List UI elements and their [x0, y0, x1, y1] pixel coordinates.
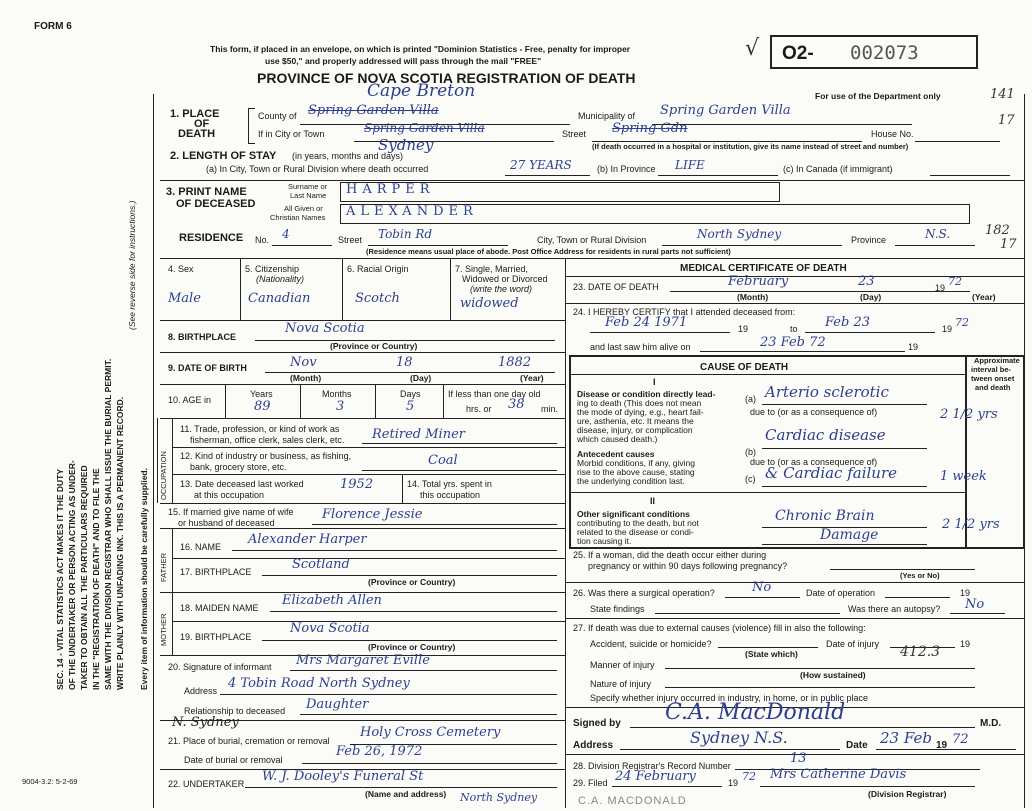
- attended-to-year: 72: [955, 316, 969, 329]
- days-label: Days: [400, 389, 421, 399]
- street-label: Street: [562, 129, 587, 139]
- father-name-value: Alexander Harper: [248, 532, 367, 547]
- check-mark-icon: √: [745, 36, 760, 61]
- cell-divider: [172, 528, 173, 592]
- burial-place-value: Holy Cross Cemetery: [360, 725, 501, 740]
- line: [245, 787, 557, 788]
- form-label: FORM 6: [34, 21, 72, 32]
- informant-relationship-label: Relationship to deceased: [184, 706, 286, 716]
- interval-label-3: tween onset: [971, 374, 1015, 383]
- classification-code: 412.3: [900, 644, 941, 660]
- occupation-side-label: OCCUPATION: [159, 451, 168, 500]
- years-occ-label-1: 14. Total yrs. spent in: [407, 479, 492, 489]
- cell-divider: [402, 474, 403, 503]
- last-seen-label: and last saw him alive on: [590, 342, 691, 352]
- side-write: WRITE PLAINLY WITH UNFADING INK. THIS IS A PERMANENT RECORD.: [115, 396, 125, 690]
- side-reverse: (See reverse side for instructions.): [127, 200, 137, 330]
- medical-header: MEDICAL CERTIFICATE OF DEATH: [680, 263, 847, 274]
- accident-label: Accident, suicide or homicide?: [590, 639, 712, 649]
- name-label-1: 3. PRINT NAME: [166, 186, 247, 198]
- line: [670, 291, 970, 292]
- given-label-2: Christian Names: [270, 213, 326, 222]
- nature-label: Nature of injury: [590, 679, 652, 689]
- spouse-value: Florence Jessie: [322, 507, 423, 522]
- side-every: Every item of information should be carefully supplied.: [139, 468, 149, 690]
- dob-day: 18: [396, 355, 413, 370]
- father-side-label: FATHER: [159, 552, 168, 582]
- informant-address-value: 4 Tobin Road North Sydney: [228, 676, 410, 691]
- city-value: Sydney: [378, 136, 434, 154]
- women-yes-no: (Yes or No): [900, 571, 940, 580]
- marital-label-3: (write the word): [470, 284, 533, 294]
- antecedent-1: Antecedent causes: [577, 449, 655, 459]
- lastwork-label-1: 13. Date deceased last worked: [180, 479, 304, 489]
- years-label: Years: [250, 389, 273, 399]
- municipality-value: Spring Garden Villa: [660, 103, 791, 118]
- line: [620, 749, 840, 750]
- burial-place-overwrite: N. Sydney: [172, 715, 239, 730]
- due-to-1: due to (or as a consequence of): [750, 407, 878, 417]
- stay-province-value: LIFE: [675, 158, 705, 172]
- marital-value: widowed: [460, 296, 519, 311]
- place-label-2: OF: [194, 118, 210, 130]
- stay-sub: (in years, months and days): [292, 151, 404, 161]
- injury-year-prefix: 19: [960, 639, 971, 649]
- cell-divider: [342, 258, 343, 320]
- months-value: 3: [336, 399, 345, 414]
- women-label-1: 25. If a woman, did the death occur either during: [573, 550, 767, 560]
- cause-b-value: Cardiac disease: [765, 426, 886, 444]
- name-label-2: OF DECEASED: [176, 198, 256, 210]
- cause-b-label: (b): [745, 447, 756, 457]
- antecedent-2: Morbid conditions, if any, giving: [577, 458, 695, 468]
- informant-relationship-value: Daughter: [306, 697, 369, 712]
- line: [172, 558, 565, 559]
- line: [232, 550, 557, 551]
- line: [762, 486, 927, 487]
- residence-city-line: [662, 245, 842, 246]
- date-of-death-month: February: [728, 274, 789, 289]
- immediate-6: which caused death.): [577, 434, 658, 444]
- side-sec-2: OF THE UNDERTAKER OR PERSON ACTING AS UNDER-: [67, 460, 77, 690]
- residence-margin-a: 182: [985, 223, 1010, 238]
- divider: [160, 528, 565, 529]
- other-value-2: Damage: [820, 527, 879, 543]
- undertaker-value: W. J. Dooley's Funeral St: [262, 769, 424, 784]
- signed-date-value: 23 Feb: [880, 729, 932, 747]
- line: [665, 687, 975, 688]
- residence-no-line: [272, 245, 332, 246]
- other-3: related to the disease or condi-: [577, 527, 694, 537]
- external-label: 27. If death was due to external causes (violence) fill in also the following:: [573, 623, 866, 633]
- line: [762, 448, 927, 449]
- other-1: Other significant conditions: [577, 509, 690, 519]
- immediate-4: ure, asthenia, etc. It means the: [577, 416, 694, 426]
- mother-birthplace-label: 19. BIRTHPLACE: [180, 632, 252, 642]
- registrar-signature: Mrs Catherine Davis: [770, 767, 907, 782]
- given-value: ALEXANDER: [346, 204, 478, 219]
- state-which-label: (State which): [745, 649, 798, 659]
- birthplace-sub: (Province or Country): [330, 341, 418, 351]
- immediate-1: Disease or condition directly lead-: [577, 389, 716, 399]
- less-label: If less than one day old: [448, 389, 541, 399]
- line: [718, 647, 818, 648]
- cell-divider: [157, 418, 158, 503]
- antecedent-4: the underlying condition last.: [577, 476, 685, 486]
- house-line: [915, 141, 1000, 142]
- residence-margin-b: 17: [1000, 237, 1017, 252]
- department-use-label: For use of the Department only: [815, 91, 941, 101]
- immediate-5: disease, injury, or complication: [577, 425, 693, 435]
- line: [270, 611, 557, 612]
- years-value: 89: [254, 399, 271, 414]
- burial-date-value: Feb 26, 1972: [336, 744, 423, 759]
- date-of-death-year: 72: [948, 275, 962, 288]
- line: [565, 303, 1025, 304]
- line: [262, 640, 557, 641]
- line: [362, 443, 557, 444]
- age-label: 10. AGE in: [168, 395, 212, 405]
- undertaker-sub: (Name and address): [365, 789, 447, 799]
- last-seen-value: 23 Feb 72: [760, 335, 826, 350]
- line: [565, 582, 1025, 583]
- women-label-2: pregnancy or within 90 days following pregnancy?: [588, 561, 788, 571]
- racial-value: Scotch: [355, 291, 400, 306]
- dob-year-label: (Year): [520, 373, 544, 383]
- sustained-label: (How sustained): [800, 670, 866, 680]
- stay-label: 2. LENGTH OF STAY: [170, 150, 277, 162]
- residence-no-label: No.: [255, 235, 270, 245]
- mailing-notice-1: This form, if placed in an envelope, on which is printed "Dominion Statistics - Free, penalty for improper: [210, 44, 631, 54]
- divider: [160, 418, 565, 419]
- line: [565, 618, 1025, 619]
- stay-canada-label: (c) In Canada (if immigrant): [783, 164, 893, 174]
- trade-label-2: fisherman, office clerk, sales clerk, etc.: [190, 435, 345, 445]
- residence-street-line: [368, 245, 508, 246]
- lastwork-label-2: at this occupation: [194, 490, 265, 500]
- line: [300, 714, 557, 715]
- industry-value: Coal: [428, 453, 458, 468]
- line: [570, 374, 965, 375]
- given-label-1: All Given or: [284, 204, 323, 213]
- page-title: PROVINCE OF NOVA SCOTIA REGISTRATION OF DEATH: [257, 70, 636, 86]
- record-number-value: 13: [790, 751, 807, 766]
- dob-month-label: (Month): [290, 373, 322, 383]
- line: [725, 597, 800, 598]
- cell-divider: [225, 384, 226, 418]
- residence-no-value: 4: [282, 227, 290, 241]
- antecedent-3: rise to the above cause, stating: [577, 467, 695, 477]
- line: [665, 668, 975, 669]
- father-birthplace-value: Scotland: [292, 557, 350, 572]
- line: [762, 404, 927, 405]
- father-birthplace-label: 17. BIRTHPLACE: [180, 567, 252, 577]
- industry-label-1: 12. Kind of industry or business, as fishing,: [180, 451, 352, 461]
- certify-label: 24. I HEREBY CERTIFY that I attended deceased from:: [573, 307, 796, 317]
- immediate-3: the mode of dying, e.g., heart fail-: [577, 407, 704, 417]
- cause-c-value: & Cardiac failure: [765, 464, 898, 482]
- registration-number: 002073: [850, 42, 919, 64]
- signed-by-value: C.A. MacDonald: [665, 700, 846, 725]
- to-label: to: [790, 324, 798, 334]
- margin-code-b: 17: [998, 113, 1015, 128]
- county-overwrite: Cape Breton: [367, 81, 476, 101]
- years-occ-label-2: this occupation: [420, 490, 481, 500]
- lastwork-value: 1952: [340, 477, 374, 492]
- residence-note: (Residence means usual place of abode. Post Office Address for residents in rural parts not sufficient): [366, 247, 731, 256]
- cause-a-label: (a): [745, 394, 756, 404]
- line: [950, 613, 1005, 614]
- doctor-address-value: Sydney N.S.: [690, 728, 788, 747]
- mother-birthplace-value: Nova Scotia: [290, 621, 370, 636]
- divider: [160, 352, 565, 353]
- manner-label: Manner of injury: [590, 660, 655, 670]
- roman-2: II: [650, 496, 656, 506]
- father-birthplace-sub: (Province or Country): [368, 577, 456, 587]
- line: [290, 670, 557, 671]
- sex-label: 4. Sex: [168, 264, 194, 274]
- line: [172, 447, 565, 448]
- line: [655, 613, 840, 614]
- to-year-prefix: 19: [942, 324, 953, 334]
- stay-city-line: [505, 175, 590, 176]
- municipality-label: Municipality of: [578, 111, 636, 121]
- surname-label-1: Surname or: [288, 182, 328, 191]
- house-label: House No.: [871, 129, 914, 139]
- county-label: County of: [258, 111, 297, 121]
- cell-divider: [375, 384, 376, 418]
- informant-address-label: Address: [184, 686, 218, 696]
- citizenship-label-1: 5. Citizenship: [245, 264, 300, 274]
- min-value: 38: [508, 397, 525, 412]
- days-value: 5: [406, 399, 415, 414]
- surgery-label: 26. Was there a surgical operation?: [573, 588, 715, 598]
- divider: [160, 384, 565, 385]
- cell-divider: [172, 418, 173, 503]
- line: [220, 694, 557, 695]
- doctor-address-label: Address: [573, 740, 614, 751]
- citizenship-value: Canadian: [248, 291, 311, 306]
- divider-2: [160, 180, 1025, 181]
- signed-by-label: Signed by: [573, 718, 621, 729]
- line: [590, 332, 730, 333]
- birthplace-label: 8. BIRTHPLACE: [168, 332, 237, 342]
- date-of-death-year-prefix: 19: [935, 283, 946, 293]
- attended-from-value: Feb 24 1971: [605, 315, 688, 330]
- months-label: Months: [322, 389, 352, 399]
- place-label-1: 1. PLACE: [170, 108, 220, 120]
- dod-day-label: (Day): [860, 292, 882, 302]
- record-number-label: 28. Division Registrar's Record Number: [573, 761, 731, 771]
- filed-value: 24 February: [615, 769, 696, 784]
- line: [805, 332, 935, 333]
- marital-label-2: Widowed or Divorced: [462, 274, 548, 284]
- other-2: contributing to the death, but not: [577, 518, 699, 528]
- surgery-value: No: [752, 580, 772, 595]
- specify-label: Specify whether injury occurred in industry, in home, or in public place: [590, 693, 868, 703]
- line: [612, 786, 722, 787]
- residence-label: RESIDENCE: [179, 232, 244, 244]
- surname-value: HARPER: [346, 182, 435, 197]
- side-sec-5: SAME WITH THE DIVISION REGISTRAR WHO SHALL ISSUE THE BURIAL PERMIT.: [103, 358, 113, 690]
- street-value: Spring Gdn: [612, 121, 688, 136]
- cause-c-interval: 1 week: [940, 469, 987, 484]
- industry-label-2: bank, grocery store, etc.: [190, 462, 287, 472]
- spouse-label-1: 15. If married give name of wife: [168, 507, 294, 517]
- other-4: tion causing it.: [577, 536, 632, 546]
- cell-divider: [240, 258, 241, 320]
- maiden-name-value: Elizabeth Allen: [282, 593, 382, 608]
- residence-city-label: City, Town or Rural Division: [537, 235, 647, 245]
- residence-province-value: N.S.: [925, 227, 951, 241]
- municipality-line: [652, 124, 912, 125]
- date-of-death-label: 23. DATE OF DEATH: [573, 282, 659, 292]
- undertaker-label: 22. UNDERTAKER: [168, 779, 245, 789]
- min-label: min.: [541, 404, 559, 414]
- dob-label: 9. DATE OF BIRTH: [168, 363, 247, 373]
- line: [362, 470, 557, 471]
- column-divider: [565, 258, 566, 808]
- mailing-notice-2: use $50," and properly addressed will pass through the mail "FREE": [265, 56, 542, 66]
- trade-label-1: 11. Trade, profession, or kind of work as: [180, 424, 340, 434]
- dob-month: Nov: [290, 355, 317, 370]
- stay-province-label: (b) In Province: [597, 164, 656, 174]
- place-bracket: [248, 108, 255, 144]
- residence-province-line: [895, 245, 975, 246]
- trade-value: Retired Miner: [372, 427, 465, 442]
- surgery-year-prefix: 19: [960, 588, 971, 598]
- sex-value: Male: [168, 291, 201, 306]
- filed-year-prefix: 19: [728, 778, 739, 788]
- surname-label-2: Last Name: [290, 191, 327, 200]
- city-label: If in City or Town: [258, 129, 325, 139]
- line: [570, 492, 965, 493]
- interval-label-4: and death: [975, 383, 1011, 392]
- from-year-prefix: 19: [738, 324, 749, 334]
- side-sec-3: TAKER TO OBTAIN ALL THE PARTICULARS REQUIRED: [79, 465, 89, 690]
- place-label-3: DEATH: [178, 128, 216, 140]
- mother-side-label: MOTHER: [159, 613, 168, 646]
- dob-day-label: (Day): [410, 373, 432, 383]
- line: [762, 544, 927, 545]
- autopsy-label: Was there an autopsy?: [848, 604, 941, 614]
- dod-year-label: (Year): [972, 292, 996, 302]
- stay-city-value: 27 YEARS: [510, 158, 572, 172]
- divider-3: [160, 258, 1025, 259]
- registrar-label: (Division Registrar): [868, 789, 947, 799]
- stay-province-line: [658, 175, 778, 176]
- dob-year: 1882: [498, 355, 532, 370]
- line: [760, 786, 975, 787]
- cell-divider: [443, 384, 444, 418]
- cause-c-label: (c): [745, 474, 756, 484]
- divider: [160, 503, 565, 504]
- autopsy-value: No: [965, 597, 985, 612]
- burial-date-label: Date of burial or removal: [184, 755, 283, 765]
- father-name-label: 16. NAME: [180, 542, 222, 552]
- side-sec-4: IN THE "REGISTRATION OF DEATH" AND TO FILE THE: [91, 468, 101, 690]
- registration-prefix: O2-: [782, 43, 814, 64]
- immediate-2: ing to death (This does not mean: [577, 398, 702, 408]
- side-sec-1: SEC. 14 - VITAL STATISTICS ACT MAKES IT THE DUTY: [55, 468, 65, 690]
- spouse-label-2: or husband of deceased: [178, 518, 275, 528]
- cell-divider: [172, 592, 173, 655]
- cause-a-interval: 2 1/2 yrs: [940, 407, 998, 422]
- injury-date-label: Date of injury: [826, 639, 880, 649]
- cause-header: CAUSE OF DEATH: [700, 362, 789, 373]
- residence-city-value: North Sydney: [697, 227, 782, 241]
- line: [302, 763, 557, 764]
- city-struck-value: Spring Garden Villa: [364, 121, 485, 135]
- md-label: M.D.: [980, 718, 1002, 729]
- line: [885, 597, 950, 598]
- other-value-1: Chronic Brain: [775, 508, 875, 524]
- dod-month-label: (Month): [737, 292, 769, 302]
- hospital-note: (If death occurred in a hospital or institution, give its name instead of street and number): [592, 142, 909, 151]
- line: [630, 727, 975, 728]
- signed-year-prefix: 19: [936, 740, 948, 751]
- interval-label-2: interval be-: [971, 365, 1012, 374]
- due-to-2: due to (or as a consequence of): [750, 457, 878, 467]
- interval-label-1: Approximate: [974, 356, 1020, 365]
- stay-canada-line: [930, 175, 1010, 176]
- last-seen-year-prefix: 19: [908, 342, 919, 352]
- line: [172, 474, 565, 475]
- marital-label-1: 7. Single, Married,: [455, 264, 529, 274]
- residence-province-label: Province: [851, 235, 887, 245]
- maiden-name-label: 18. MAIDEN NAME: [180, 603, 259, 613]
- cell-divider: [300, 384, 301, 418]
- signed-year: 72: [952, 732, 969, 747]
- registration-number-box: [770, 35, 978, 69]
- mother-birthplace-sub: (Province or Country): [368, 642, 456, 652]
- cause-a-value: Arterio sclerotic: [765, 383, 889, 401]
- margin-code-a: 141: [990, 87, 1015, 102]
- racial-label: 6. Racial Origin: [347, 264, 409, 274]
- roman-1: I: [653, 377, 656, 387]
- undertaker-address: North Sydney: [460, 791, 538, 804]
- line: [700, 351, 905, 352]
- birthplace-value: Nova Scotia: [285, 321, 365, 336]
- stay-city-label: (a) In City, Town or Rural Division where death occurred: [206, 164, 429, 174]
- citizenship-label-2: (Nationality): [256, 274, 305, 284]
- attended-to-value: Feb 23: [825, 315, 870, 330]
- cell-divider: [450, 258, 451, 320]
- print-code: 9004-3.2: 5-2-69: [22, 777, 78, 786]
- line: [312, 524, 557, 525]
- signed-date-label: Date: [846, 740, 868, 751]
- residence-street-label: Street: [338, 235, 363, 245]
- burial-place-label: 21. Place of burial, cremation or removal: [168, 736, 330, 746]
- county-value: Spring Garden Villa: [308, 103, 439, 118]
- line: [262, 575, 557, 576]
- informant-signature-label: 20. Signature of informant: [168, 662, 272, 672]
- other-interval: 2 1/2 yrs: [942, 517, 1000, 532]
- hrs-label: hrs. or: [466, 404, 492, 414]
- surgery-date-label: Date of operation: [806, 588, 876, 598]
- doctor-stamp: C.A. MACDONALD: [578, 795, 687, 807]
- line: [830, 569, 975, 570]
- date-of-death-day: 23: [858, 274, 875, 289]
- surgery-findings-label: State findings: [590, 604, 645, 614]
- residence-street-value: Tobin Rd: [378, 227, 433, 241]
- filed-label: 29. Filed: [573, 778, 608, 788]
- informant-signature-value: Mrs Margaret Eville: [296, 653, 430, 668]
- filed-year: 72: [742, 770, 756, 783]
